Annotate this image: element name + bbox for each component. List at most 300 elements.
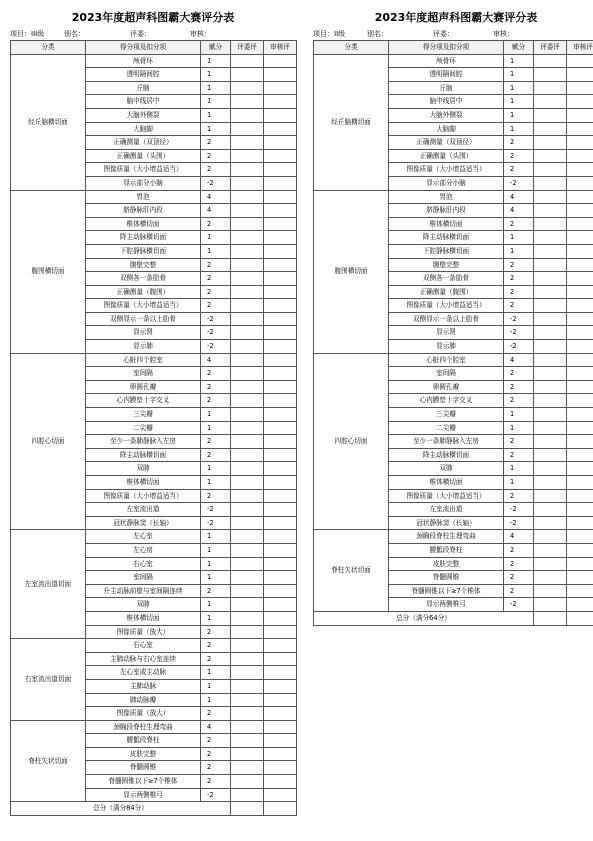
- judge-score-input[interactable]: [231, 122, 264, 136]
- item-cell: 胃泡: [86, 190, 201, 204]
- score-cell: 1: [201, 611, 231, 625]
- review-score-input[interactable]: [567, 598, 593, 612]
- judge-score-input[interactable]: [231, 720, 264, 734]
- item-cell: 二尖瓣: [389, 421, 504, 435]
- score-cell: 2: [201, 584, 231, 598]
- header-judge-score: 评委评: [534, 41, 567, 55]
- judge-score-input[interactable]: [231, 747, 264, 761]
- judge-score-input[interactable]: [231, 149, 264, 163]
- alias-field: 别名：: [64, 30, 85, 38]
- score-cell: -2: [504, 598, 534, 612]
- score-cell: 1: [504, 244, 534, 258]
- judge-score-input[interactable]: [534, 530, 567, 544]
- judge-score-input[interactable]: [231, 448, 264, 462]
- sheet-title: 2023年度超声科图霸大赛评分表: [374, 11, 538, 24]
- judge-score-input[interactable]: [231, 81, 264, 95]
- review-score-input[interactable]: [264, 136, 297, 150]
- judge-score-input[interactable]: [534, 176, 567, 190]
- review-score-input[interactable]: [567, 258, 593, 272]
- judge-score-input[interactable]: [231, 666, 264, 680]
- judge-score-input[interactable]: [231, 408, 264, 422]
- review-score-input[interactable]: [264, 149, 297, 163]
- judge-score-input[interactable]: [534, 543, 567, 557]
- review-score-input[interactable]: [567, 489, 593, 503]
- review-score-input[interactable]: [264, 448, 297, 462]
- judge-score-input[interactable]: [534, 380, 567, 394]
- review-score-input[interactable]: [567, 149, 593, 163]
- review-score-input[interactable]: [264, 639, 297, 653]
- table-header-row: [314, 41, 593, 55]
- review-score-input[interactable]: [567, 176, 593, 190]
- judge-score-input[interactable]: [231, 679, 264, 693]
- review-score-input[interactable]: [264, 666, 297, 680]
- item-cell: 脊髓圆锥以下≥7个椎体: [389, 584, 504, 598]
- judge-score-input[interactable]: [231, 217, 264, 231]
- item-cell: 二尖瓣: [86, 421, 201, 435]
- score-cell: 2: [201, 136, 231, 150]
- judge-score-input[interactable]: [534, 516, 567, 530]
- score-cell: -2: [201, 340, 231, 354]
- review-score-input[interactable]: [264, 272, 297, 286]
- review-score-input[interactable]: [264, 462, 297, 476]
- review-score-input[interactable]: [567, 326, 593, 340]
- item-cell: 椎体横切面: [389, 217, 504, 231]
- judge-score-input[interactable]: [534, 394, 567, 408]
- judge-score-input[interactable]: [534, 299, 567, 313]
- review-score-input[interactable]: [264, 326, 297, 340]
- judge-score-input[interactable]: [231, 204, 264, 218]
- judge-score-input[interactable]: [231, 584, 264, 598]
- item-cell: 图像质量（放大）: [86, 625, 201, 639]
- judge-score-input[interactable]: [534, 272, 567, 286]
- score-cell: 1: [201, 476, 231, 490]
- review-score-input[interactable]: [264, 408, 297, 422]
- review-score-input[interactable]: [264, 353, 297, 367]
- judge-score-input[interactable]: [534, 163, 567, 177]
- judge-score-input[interactable]: [231, 190, 264, 204]
- score-cell: 1: [201, 543, 231, 557]
- review-score-input[interactable]: [264, 340, 297, 354]
- judge-score-input[interactable]: [231, 299, 264, 313]
- judge-score-input[interactable]: [534, 476, 567, 490]
- score-cell: 2: [201, 747, 231, 761]
- review-score-input[interactable]: [567, 543, 593, 557]
- judge-score-input[interactable]: [231, 530, 264, 544]
- judge-score-input[interactable]: [231, 367, 264, 381]
- item-cell: 双侧显示一条以上肋骨: [389, 312, 504, 326]
- item-cell: 心内膜垫十字交叉: [389, 394, 504, 408]
- review-score-input[interactable]: [264, 598, 297, 612]
- judge-score-input[interactable]: [231, 136, 264, 150]
- judge-score-input[interactable]: [231, 761, 264, 775]
- judge-score-input[interactable]: [534, 54, 567, 68]
- score-cell: 4: [504, 530, 534, 544]
- judge-score-input[interactable]: [534, 448, 567, 462]
- score-cell: 2: [201, 435, 231, 449]
- score-cell: 4: [201, 204, 231, 218]
- item-cell: 降主动脉横切面: [86, 231, 201, 245]
- category-cell: 四腔心切面: [11, 353, 86, 530]
- judge-score-input[interactable]: [231, 476, 264, 490]
- judge-score-input[interactable]: [231, 285, 264, 299]
- review-score-input[interactable]: [264, 81, 297, 95]
- item-cell: 显示部分小脑: [86, 176, 201, 190]
- review-score-input[interactable]: [264, 95, 297, 109]
- review-score-input[interactable]: [264, 761, 297, 775]
- judge-score-input[interactable]: [534, 598, 567, 612]
- review-score-input[interactable]: [264, 720, 297, 734]
- review-score-input[interactable]: [264, 54, 297, 68]
- judge-score-input[interactable]: [231, 312, 264, 326]
- category-cell: 腹围横切面: [11, 190, 86, 353]
- review-score-input[interactable]: [567, 136, 593, 150]
- judge-score-input[interactable]: [231, 571, 264, 585]
- review-score-input[interactable]: [567, 95, 593, 109]
- judge-score-input[interactable]: [534, 285, 567, 299]
- judge-score-input[interactable]: [231, 775, 264, 789]
- sheet-info: [10, 28, 296, 40]
- review-score-input[interactable]: [264, 571, 297, 585]
- review-score-input[interactable]: [264, 652, 297, 666]
- judge-score-input[interactable]: [534, 122, 567, 136]
- judge-score-input[interactable]: [534, 462, 567, 476]
- score-cell: 1: [504, 54, 534, 68]
- item-cell: 右心室: [86, 557, 201, 571]
- score-cell: 2: [504, 489, 534, 503]
- judge-score-input[interactable]: [231, 353, 264, 367]
- item-cell: 心内膜垫十字交叉: [86, 394, 201, 408]
- review-score-input[interactable]: [264, 530, 297, 544]
- judge-score-input[interactable]: [231, 734, 264, 748]
- review-score-input[interactable]: [264, 380, 297, 394]
- review-score-input[interactable]: [567, 353, 593, 367]
- judge-score-input[interactable]: [231, 516, 264, 530]
- judge-score-input[interactable]: [231, 489, 264, 503]
- judge-score-input[interactable]: [231, 163, 264, 177]
- item-cell: 脊髓圆锥以下≥7个椎体: [86, 775, 201, 789]
- judge-score-input[interactable]: [534, 204, 567, 218]
- review-score-input[interactable]: [264, 625, 297, 639]
- sheet-info: [313, 28, 593, 40]
- review-score-input[interactable]: [264, 557, 297, 571]
- review-score-input[interactable]: [567, 272, 593, 286]
- judge-score-input[interactable]: [231, 108, 264, 122]
- item-cell: 大脑脚: [389, 122, 504, 136]
- review-score-input[interactable]: [567, 380, 593, 394]
- judge-score-input[interactable]: [534, 421, 567, 435]
- judge-score-input[interactable]: [231, 380, 264, 394]
- review-score-input[interactable]: [264, 394, 297, 408]
- review-score-input[interactable]: [264, 367, 297, 381]
- review-score-input[interactable]: [264, 299, 297, 313]
- review-score-input[interactable]: [567, 204, 593, 218]
- review-score-input[interactable]: [567, 394, 593, 408]
- item-cell: 图像质量（大小增益适当）: [389, 299, 504, 313]
- total-judge-input[interactable]: [534, 611, 567, 625]
- judge-score-input[interactable]: [231, 54, 264, 68]
- item-cell: 左心室: [86, 530, 201, 544]
- table-header-row: [11, 41, 297, 55]
- judge-score-input[interactable]: [534, 136, 567, 150]
- judge-score-input[interactable]: [231, 652, 264, 666]
- judge-score-input[interactable]: [534, 68, 567, 82]
- item-cell: 卵圆孔瓣: [86, 380, 201, 394]
- review-score-input[interactable]: [264, 176, 297, 190]
- score-cell: 2: [201, 380, 231, 394]
- review-score-input[interactable]: [264, 244, 297, 258]
- score-cell: 2: [504, 557, 534, 571]
- score-cell: 2: [504, 394, 534, 408]
- review-score-input[interactable]: [567, 68, 593, 82]
- header-judge-score: 评委评: [231, 41, 264, 55]
- score-cell: 2: [504, 149, 534, 163]
- item-cell: 右心室: [86, 639, 201, 653]
- review-score-input[interactable]: [264, 258, 297, 272]
- review-score-input[interactable]: [264, 68, 297, 82]
- judge-score-input[interactable]: [534, 231, 567, 245]
- review-score-input[interactable]: [567, 217, 593, 231]
- item-cell: 皮肤完整: [389, 557, 504, 571]
- score-cell: 2: [201, 163, 231, 177]
- review-score-input[interactable]: [567, 435, 593, 449]
- item-cell: 脐静脉肝内段: [389, 204, 504, 218]
- judge-score-input[interactable]: [231, 611, 264, 625]
- header-score: 赋分: [504, 41, 534, 55]
- review-score-input[interactable]: [567, 190, 593, 204]
- review-score-input[interactable]: [264, 312, 297, 326]
- judge-score-input[interactable]: [231, 176, 264, 190]
- judge-score-input[interactable]: [231, 272, 264, 286]
- judge-score-input[interactable]: [231, 707, 264, 721]
- score-cell: 1: [504, 95, 534, 109]
- review-score-input[interactable]: [567, 408, 593, 422]
- judge-score-input[interactable]: [231, 788, 264, 802]
- review-score-input[interactable]: [567, 557, 593, 571]
- judge-score-input[interactable]: [534, 81, 567, 95]
- score-cell: 2: [201, 394, 231, 408]
- score-cell: 2: [201, 367, 231, 381]
- review-score-input[interactable]: [264, 204, 297, 218]
- score-cell: 1: [201, 557, 231, 571]
- judge-score-input[interactable]: [231, 421, 264, 435]
- review-score-input[interactable]: [264, 516, 297, 530]
- project-level: 项目：III级: [10, 30, 45, 38]
- review-score-input[interactable]: [264, 163, 297, 177]
- item-cell: 左心房: [86, 543, 201, 557]
- score-cell: 2: [201, 272, 231, 286]
- review-score-input[interactable]: [264, 190, 297, 204]
- judge-score-input[interactable]: [534, 571, 567, 585]
- table-row: [11, 530, 297, 544]
- table-row: [314, 353, 593, 367]
- judge-score-input[interactable]: [534, 503, 567, 517]
- judge-score-input[interactable]: [231, 244, 264, 258]
- review-score-input[interactable]: [567, 312, 593, 326]
- review-score-input[interactable]: [567, 54, 593, 68]
- judge-score-input[interactable]: [231, 394, 264, 408]
- judge-score-input[interactable]: [534, 149, 567, 163]
- judge-score-input[interactable]: [534, 353, 567, 367]
- judge-score-input[interactable]: [534, 258, 567, 272]
- judge-score-input[interactable]: [534, 435, 567, 449]
- judge-score-input[interactable]: [231, 435, 264, 449]
- judge-score-input[interactable]: [534, 95, 567, 109]
- item-cell: 大脑外侧裂: [86, 108, 201, 122]
- item-cell: 室间隔: [86, 571, 201, 585]
- review-score-input[interactable]: [567, 462, 593, 476]
- review-score-input[interactable]: [264, 217, 297, 231]
- item-cell: 正确测量（双顶径）: [389, 136, 504, 150]
- score-cell: -2: [201, 516, 231, 530]
- judge-score-input[interactable]: [231, 557, 264, 571]
- item-cell: 图像质量（大小增益适当）: [389, 163, 504, 177]
- score-cell: 1: [201, 693, 231, 707]
- score-cell: 2: [504, 258, 534, 272]
- score-sheet-left: [10, 8, 296, 816]
- judge-score-input[interactable]: [534, 108, 567, 122]
- review-score-input[interactable]: [264, 584, 297, 598]
- judge-score-input[interactable]: [231, 543, 264, 557]
- judge-score-input[interactable]: [534, 190, 567, 204]
- judge-score-input[interactable]: [231, 340, 264, 354]
- review-score-input[interactable]: [264, 775, 297, 789]
- item-cell: 椎体横切面: [86, 611, 201, 625]
- review-score-input[interactable]: [264, 421, 297, 435]
- review-score-input[interactable]: [264, 707, 297, 721]
- item-cell: 显示肺: [389, 340, 504, 354]
- judge-score-input[interactable]: [231, 68, 264, 82]
- review-score-input[interactable]: [264, 122, 297, 136]
- review-score-input[interactable]: [567, 421, 593, 435]
- review-score-input[interactable]: [567, 244, 593, 258]
- review-score-input[interactable]: [567, 285, 593, 299]
- review-score-input[interactable]: [567, 108, 593, 122]
- review-score-input[interactable]: [567, 584, 593, 598]
- review-score-input[interactable]: [567, 231, 593, 245]
- score-cell: 1: [201, 666, 231, 680]
- review-score-input[interactable]: [264, 476, 297, 490]
- judge-score-input[interactable]: [534, 312, 567, 326]
- review-score-input[interactable]: [567, 163, 593, 177]
- header-item: 得分项及扣分项: [389, 41, 504, 55]
- judge-score-input[interactable]: [231, 462, 264, 476]
- review-score-input[interactable]: [567, 516, 593, 530]
- category-cell: 右室流出道切面: [11, 639, 86, 721]
- score-cell: 1: [504, 122, 534, 136]
- category-cell: 四腔心切面: [314, 353, 389, 530]
- review-score-input[interactable]: [567, 476, 593, 490]
- score-cell: 1: [201, 530, 231, 544]
- score-cell: 2: [201, 639, 231, 653]
- review-score-input[interactable]: [567, 299, 593, 313]
- score-cell: 1: [201, 108, 231, 122]
- review-score-input[interactable]: [264, 747, 297, 761]
- item-cell: 透明隔间腔: [389, 68, 504, 82]
- review-score-input[interactable]: [264, 693, 297, 707]
- review-score-input[interactable]: [567, 571, 593, 585]
- judge-score-input[interactable]: [534, 217, 567, 231]
- judge-score-input[interactable]: [231, 639, 264, 653]
- score-cell: 1: [201, 679, 231, 693]
- total-review-input[interactable]: [264, 802, 297, 816]
- judge-score-input[interactable]: [231, 231, 264, 245]
- review-score-input[interactable]: [567, 367, 593, 381]
- review-score-input[interactable]: [567, 122, 593, 136]
- item-cell: 脑中线居中: [86, 95, 201, 109]
- review-score-input[interactable]: [567, 81, 593, 95]
- table-row: [11, 720, 297, 734]
- score-cell: 4: [201, 190, 231, 204]
- review-score-input[interactable]: [264, 489, 297, 503]
- score-cell: 2: [201, 775, 231, 789]
- review-score-input[interactable]: [567, 448, 593, 462]
- review-score-input[interactable]: [264, 503, 297, 517]
- item-cell: 脑中线居中: [389, 95, 504, 109]
- judge-score-input[interactable]: [534, 557, 567, 571]
- review-score-input[interactable]: [264, 788, 297, 802]
- judge-score-input[interactable]: [231, 503, 264, 517]
- judge-score-input[interactable]: [534, 244, 567, 258]
- judge-score-input[interactable]: [231, 625, 264, 639]
- review-score-input[interactable]: [264, 435, 297, 449]
- judge-score-input[interactable]: [534, 408, 567, 422]
- item-cell: 室间隔: [86, 367, 201, 381]
- review-score-input[interactable]: [567, 530, 593, 544]
- review-score-input[interactable]: [567, 503, 593, 517]
- score-cell: 1: [201, 122, 231, 136]
- review-score-input[interactable]: [264, 611, 297, 625]
- review-score-input[interactable]: [264, 231, 297, 245]
- item-cell: 降主动脉横切面: [389, 448, 504, 462]
- score-cell: 2: [504, 543, 534, 557]
- item-cell: 颈胸段脊柱生理弯曲: [389, 530, 504, 544]
- alias-field: 别名：: [367, 30, 388, 38]
- judge-field: 评委：: [130, 30, 151, 38]
- judge-score-input[interactable]: [534, 326, 567, 340]
- review-score-input[interactable]: [264, 108, 297, 122]
- judge-score-input[interactable]: [231, 258, 264, 272]
- score-cell: 2: [504, 584, 534, 598]
- judge-score-input[interactable]: [231, 693, 264, 707]
- total-review-input[interactable]: [567, 611, 593, 625]
- item-cell: 冠状静脉窦（长轴）: [389, 516, 504, 530]
- judge-score-input[interactable]: [231, 598, 264, 612]
- review-score-input[interactable]: [264, 734, 297, 748]
- item-cell: 主肺动脉: [86, 679, 201, 693]
- review-score-input[interactable]: [264, 543, 297, 557]
- total-row: [314, 611, 593, 625]
- category-cell: 腹围横切面: [314, 190, 389, 353]
- header-item: 得分项及扣分项: [86, 41, 201, 55]
- judge-score-input[interactable]: [534, 584, 567, 598]
- judge-score-input[interactable]: [534, 489, 567, 503]
- score-cell: 2: [201, 217, 231, 231]
- review-score-input[interactable]: [567, 340, 593, 354]
- judge-score-input[interactable]: [231, 326, 264, 340]
- item-cell: 颅骨环: [389, 54, 504, 68]
- review-score-input[interactable]: [264, 679, 297, 693]
- judge-score-input[interactable]: [231, 95, 264, 109]
- item-cell: 室间隔: [389, 367, 504, 381]
- item-cell: 左室流出道: [86, 503, 201, 517]
- review-score-input[interactable]: [264, 285, 297, 299]
- judge-score-input[interactable]: [534, 340, 567, 354]
- score-table: [10, 40, 297, 816]
- total-judge-input[interactable]: [231, 802, 264, 816]
- item-cell: 透明隔间腔: [86, 68, 201, 82]
- judge-score-input[interactable]: [534, 367, 567, 381]
- sheet-title: 2023年度超声科图霸大赛评分表: [71, 11, 235, 24]
